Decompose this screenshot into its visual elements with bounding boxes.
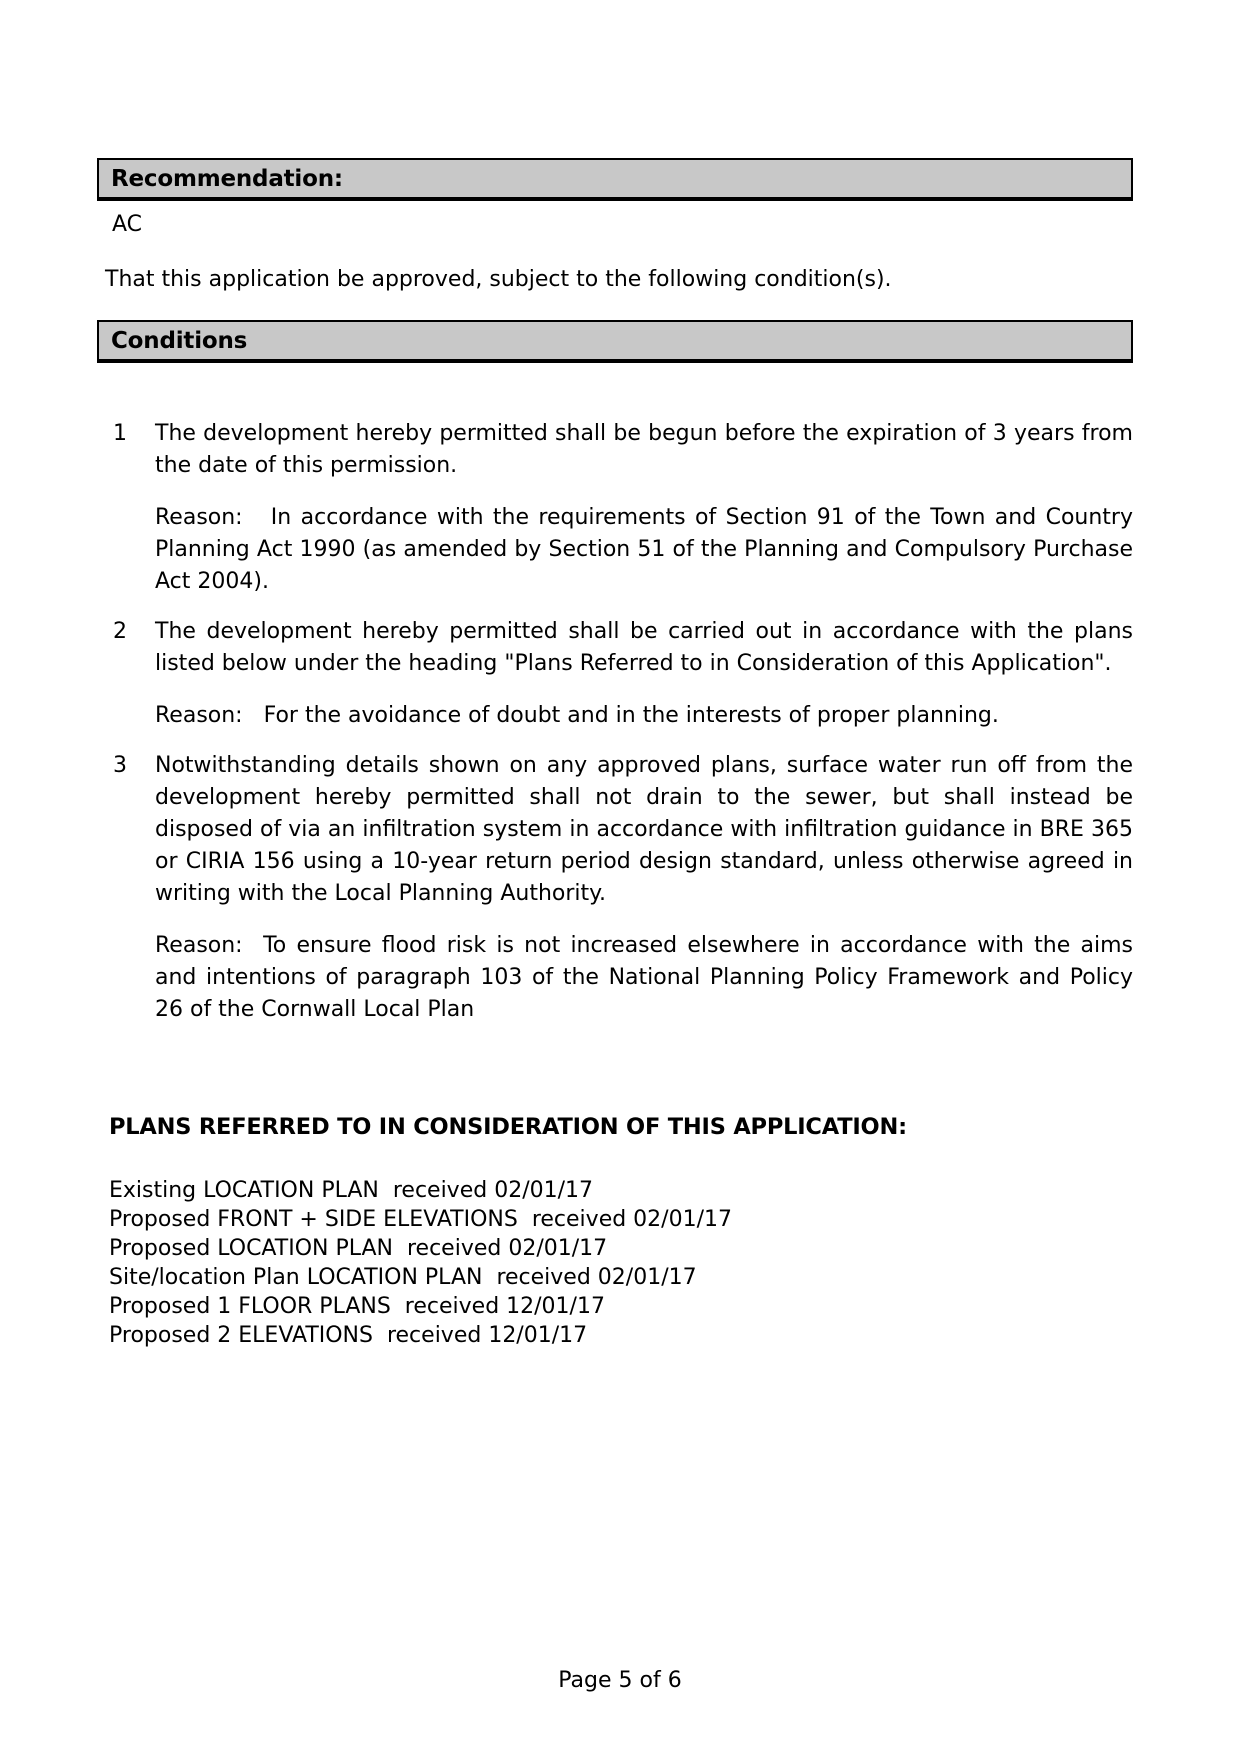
condition-number: 3 xyxy=(113,753,127,778)
condition-text: The development hereby permitted shall be carried out in accordance with the plans listed below under the heading "Plans Referred to in Consideration of this Application". xyxy=(155,619,1133,676)
condition-reason: Reason: For the avoidance of doubt and in the interests of proper planning. xyxy=(155,703,999,728)
condition-item-2 xyxy=(97,616,1133,732)
plans-section-heading: PLANS REFERRED TO IN CONSIDERATION OF THIS APPLICATION: xyxy=(109,1114,907,1140)
plans-list xyxy=(109,1176,1133,1350)
plan-item: Site/location Plan LOCATION PLAN received 02/01/17 xyxy=(109,1265,697,1290)
condition-number: 2 xyxy=(113,619,127,644)
recommendation-text: That this application be approved, subject to the following condition(s). xyxy=(105,267,892,292)
plan-item: Existing LOCATION PLAN received 02/01/17 xyxy=(109,1178,593,1203)
condition-body xyxy=(155,750,1140,1026)
plan-item: Proposed FRONT + SIDE ELEVATIONS received 02/01/17 xyxy=(109,1207,732,1232)
condition-text: The development hereby permitted shall be begun before the expiration of 3 years from the date of this permission. xyxy=(155,421,1133,478)
condition-reason: Reason: To ensure flood risk is not increased elsewhere in accordance with the aims and intentions of paragraph 103 of the National Planning Policy Framework and Policy 26 of the Cornwall Local Plan xyxy=(155,933,1140,1022)
recommendation-code: AC xyxy=(112,212,143,237)
page-number-footer: Page 5 of 6 xyxy=(558,1668,682,1693)
recommendation-heading: Recommendation: xyxy=(111,166,343,192)
condition-body xyxy=(155,616,1133,732)
condition-body xyxy=(155,418,1140,598)
condition-item-3 xyxy=(97,750,1140,1026)
conditions-heading: Conditions xyxy=(111,328,248,354)
condition-text: Notwithstanding details shown on any approved plans, surface water run off from the development hereby permitted shall not drain to the sewer, but shall instead be disposed of via an infiltration system in accordance with infiltration guidance in BRE 365 or CIRIA 156 using a 10-year return period design standard, unless otherwise agreed in writing with the Local Planning Authority. xyxy=(155,753,1133,906)
plan-item: Proposed 1 FLOOR PLANS received 12/01/17 xyxy=(109,1294,605,1319)
recommendation-section-header xyxy=(97,158,1133,201)
document-content xyxy=(97,158,1140,1350)
conditions-list xyxy=(97,418,1140,1026)
condition-reason: Reason: In accordance with the requirements of Section 91 of the Town and Country Planning Act 1990 (as amended by Section 51 of the Planning and Compulsory Purchase Act 2004). xyxy=(155,505,1140,594)
condition-item-1 xyxy=(97,418,1140,598)
condition-number: 1 xyxy=(113,421,127,446)
conditions-section-header xyxy=(97,320,1133,363)
plan-item: Proposed 2 ELEVATIONS received 12/01/17 xyxy=(109,1323,588,1348)
plan-item: Proposed LOCATION PLAN received 02/01/17 xyxy=(109,1236,608,1261)
